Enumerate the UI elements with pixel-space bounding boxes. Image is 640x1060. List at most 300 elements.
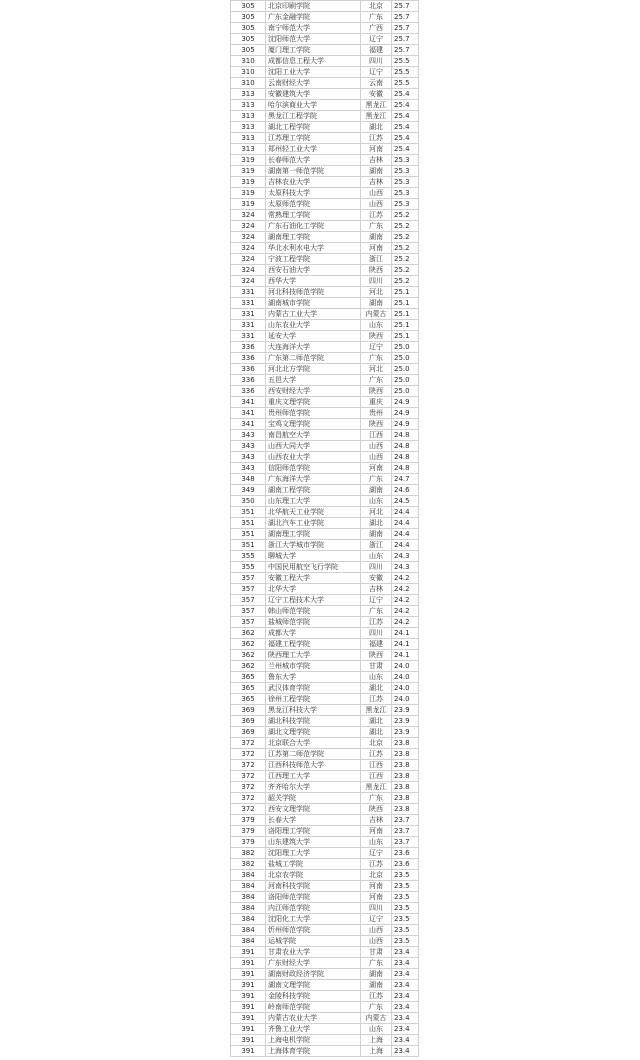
rank-cell: 391: [231, 1035, 266, 1046]
table-row: [231, 628, 419, 639]
province-cell: 黑龙江: [361, 705, 392, 716]
score-cell: 24.9: [392, 408, 419, 419]
name-cell: 兰州城市学院: [266, 661, 361, 672]
name-cell: 洛阳师范学院: [266, 892, 361, 903]
score-cell: 25.1: [392, 309, 419, 320]
name-cell: 江西科技师范大学: [266, 760, 361, 771]
province-cell: 福建: [361, 639, 392, 650]
rank-cell: 305: [231, 1, 266, 12]
table-row: [231, 518, 419, 529]
rank-cell: 372: [231, 793, 266, 804]
score-cell: 25.3: [392, 155, 419, 166]
score-cell: 25.2: [392, 232, 419, 243]
table-row: [231, 551, 419, 562]
score-cell: 24.1: [392, 639, 419, 650]
province-cell: 四川: [361, 628, 392, 639]
name-cell: 忻州师范学院: [266, 925, 361, 936]
rank-cell: 313: [231, 122, 266, 133]
province-cell: 湖南: [361, 969, 392, 980]
rank-cell: 384: [231, 903, 266, 914]
rank-cell: 313: [231, 100, 266, 111]
score-cell: 23.6: [392, 848, 419, 859]
province-cell: 山东: [361, 496, 392, 507]
score-cell: 25.4: [392, 100, 419, 111]
table-row: [231, 738, 419, 749]
rank-cell: 372: [231, 771, 266, 782]
rank-cell: 391: [231, 980, 266, 991]
name-cell: 黑龙江科技大学: [266, 705, 361, 716]
province-cell: 广东: [361, 958, 392, 969]
rank-cell: 357: [231, 573, 266, 584]
score-cell: 24.3: [392, 551, 419, 562]
rank-cell: 365: [231, 694, 266, 705]
table-row: [231, 507, 419, 518]
rank-cell: 391: [231, 958, 266, 969]
name-cell: 运城学院: [266, 936, 361, 947]
table-row: [231, 243, 419, 254]
table-row: [231, 144, 419, 155]
score-cell: 25.2: [392, 243, 419, 254]
province-cell: 广东: [361, 221, 392, 232]
table-row: [231, 793, 419, 804]
rank-cell: 357: [231, 584, 266, 595]
rank-cell: 331: [231, 331, 266, 342]
province-cell: 河南: [361, 144, 392, 155]
rank-cell: 331: [231, 309, 266, 320]
name-cell: 北京农学院: [266, 870, 361, 881]
score-cell: 24.0: [392, 661, 419, 672]
name-cell: 北京印刷学院: [266, 1, 361, 12]
name-cell: 上海电机学院: [266, 1035, 361, 1046]
table-row: [231, 221, 419, 232]
name-cell: 江苏理工学院: [266, 133, 361, 144]
score-cell: 23.8: [392, 771, 419, 782]
rank-cell: 357: [231, 595, 266, 606]
score-cell: 25.3: [392, 188, 419, 199]
rank-cell: 341: [231, 419, 266, 430]
name-cell: 太原科技大学: [266, 188, 361, 199]
score-cell: 23.4: [392, 958, 419, 969]
table-row: [231, 298, 419, 309]
name-cell: 南宁师范大学: [266, 23, 361, 34]
rank-cell: 331: [231, 320, 266, 331]
score-cell: 23.5: [392, 903, 419, 914]
province-cell: 湖南: [361, 232, 392, 243]
name-cell: 厦门理工学院: [266, 45, 361, 56]
rank-cell: 372: [231, 804, 266, 815]
table-row: [231, 1046, 419, 1057]
score-cell: 25.5: [392, 56, 419, 67]
name-cell: 重庆文理学院: [266, 397, 361, 408]
table-row: [231, 771, 419, 782]
rank-cell: 336: [231, 342, 266, 353]
rank-cell: 391: [231, 947, 266, 958]
table-row: [231, 914, 419, 925]
name-cell: 宝鸡文理学院: [266, 419, 361, 430]
name-cell: 河北北方学院: [266, 364, 361, 375]
province-cell: 上海: [361, 1046, 392, 1057]
ranking-table: [230, 0, 419, 1057]
province-cell: 湖北: [361, 518, 392, 529]
rank-cell: 365: [231, 672, 266, 683]
name-cell: 贵州师范学院: [266, 408, 361, 419]
table-row: [231, 573, 419, 584]
name-cell: 江西理工大学: [266, 771, 361, 782]
province-cell: 辽宁: [361, 595, 392, 606]
score-cell: 25.3: [392, 177, 419, 188]
name-cell: 湖北工程学院: [266, 122, 361, 133]
province-cell: 广东: [361, 375, 392, 386]
score-cell: 25.7: [392, 1, 419, 12]
name-cell: 南昌航空大学: [266, 430, 361, 441]
province-cell: 河南: [361, 881, 392, 892]
province-cell: 黑龙江: [361, 111, 392, 122]
province-cell: 山东: [361, 1024, 392, 1035]
table-row: [231, 331, 419, 342]
province-cell: 辽宁: [361, 342, 392, 353]
score-cell: 23.9: [392, 727, 419, 738]
table-row: [231, 452, 419, 463]
rank-cell: 324: [231, 221, 266, 232]
score-cell: 24.6: [392, 485, 419, 496]
table-row: [231, 991, 419, 1002]
name-cell: 成都大学: [266, 628, 361, 639]
table-row: [231, 232, 419, 243]
table-row: [231, 606, 419, 617]
score-cell: 25.2: [392, 276, 419, 287]
province-cell: 陕西: [361, 331, 392, 342]
table-row: [231, 408, 419, 419]
score-cell: 23.6: [392, 859, 419, 870]
rank-cell: 365: [231, 683, 266, 694]
rank-cell: 391: [231, 1013, 266, 1024]
province-cell: 湖南: [361, 298, 392, 309]
rank-cell: 348: [231, 474, 266, 485]
score-cell: 23.4: [392, 1046, 419, 1057]
table-row: [231, 100, 419, 111]
province-cell: 江西: [361, 430, 392, 441]
province-cell: 河南: [361, 463, 392, 474]
rank-cell: 341: [231, 408, 266, 419]
table-row: [231, 683, 419, 694]
province-cell: 广东: [361, 793, 392, 804]
rank-cell: 391: [231, 969, 266, 980]
name-cell: 沈阳工业大学: [266, 67, 361, 78]
name-cell: 黑龙江工程学院: [266, 111, 361, 122]
name-cell: 广东海洋大学: [266, 474, 361, 485]
table-row: [231, 617, 419, 628]
table-row: [231, 881, 419, 892]
score-cell: 23.4: [392, 980, 419, 991]
rank-cell: 384: [231, 925, 266, 936]
rank-cell: 331: [231, 287, 266, 298]
table-row: [231, 749, 419, 760]
rank-cell: 324: [231, 243, 266, 254]
name-cell: 金陵科技学院: [266, 991, 361, 1002]
table-row: [231, 595, 419, 606]
name-cell: 延安大学: [266, 331, 361, 342]
rank-cell: 324: [231, 265, 266, 276]
score-cell: 23.4: [392, 969, 419, 980]
score-cell: 25.4: [392, 89, 419, 100]
rank-cell: 310: [231, 67, 266, 78]
province-cell: 辽宁: [361, 914, 392, 925]
province-cell: 山东: [361, 837, 392, 848]
score-cell: 25.0: [392, 375, 419, 386]
score-cell: 23.9: [392, 705, 419, 716]
score-cell: 24.2: [392, 573, 419, 584]
rank-cell: 351: [231, 540, 266, 551]
rank-cell: 336: [231, 375, 266, 386]
name-cell: 河南科技学院: [266, 881, 361, 892]
name-cell: 云南财经大学: [266, 78, 361, 89]
province-cell: 江西: [361, 771, 392, 782]
name-cell: 沈阳师范大学: [266, 34, 361, 45]
table-row: [231, 1024, 419, 1035]
table-row: [231, 892, 419, 903]
province-cell: 河北: [361, 287, 392, 298]
rank-cell: 369: [231, 705, 266, 716]
score-cell: 24.2: [392, 595, 419, 606]
rank-cell: 324: [231, 254, 266, 265]
score-cell: 23.9: [392, 716, 419, 727]
province-cell: 四川: [361, 562, 392, 573]
score-cell: 24.5: [392, 496, 419, 507]
rank-cell: 310: [231, 56, 266, 67]
province-cell: 福建: [361, 45, 392, 56]
score-cell: 23.8: [392, 782, 419, 793]
name-cell: 内江师范学院: [266, 903, 361, 914]
score-cell: 23.5: [392, 925, 419, 936]
name-cell: 郑州轻工业大学: [266, 144, 361, 155]
score-cell: 25.4: [392, 111, 419, 122]
score-cell: 23.5: [392, 881, 419, 892]
table-row: [231, 848, 419, 859]
name-cell: 湖北汽车工业学院: [266, 518, 361, 529]
score-cell: 23.5: [392, 870, 419, 881]
table-row: [231, 540, 419, 551]
rank-cell: 336: [231, 353, 266, 364]
name-cell: 广东石油化工学院: [266, 221, 361, 232]
name-cell: 吉林农业大学: [266, 177, 361, 188]
province-cell: 吉林: [361, 177, 392, 188]
name-cell: 陕西理工大学: [266, 650, 361, 661]
table-row: [231, 177, 419, 188]
name-cell: 西安石油大学: [266, 265, 361, 276]
rank-cell: 372: [231, 782, 266, 793]
name-cell: 哈尔滨商业大学: [266, 100, 361, 111]
name-cell: 湖南理工学院: [266, 232, 361, 243]
rank-cell: 362: [231, 650, 266, 661]
rank-cell: 331: [231, 298, 266, 309]
province-cell: 山西: [361, 452, 392, 463]
name-cell: 上海体育学院: [266, 1046, 361, 1057]
rank-cell: 382: [231, 848, 266, 859]
ranking-table-body: [231, 1, 419, 1057]
table-row: [231, 925, 419, 936]
province-cell: 山西: [361, 188, 392, 199]
score-cell: 23.5: [392, 936, 419, 947]
rank-cell: 313: [231, 133, 266, 144]
table-row: [231, 474, 419, 485]
name-cell: 信阳师范学院: [266, 463, 361, 474]
table-row: [231, 529, 419, 540]
table-row: [231, 1035, 419, 1046]
table-row: [231, 45, 419, 56]
name-cell: 湖南文理学院: [266, 980, 361, 991]
rank-cell: 351: [231, 518, 266, 529]
table-row: [231, 485, 419, 496]
province-cell: 江苏: [361, 133, 392, 144]
score-cell: 24.0: [392, 694, 419, 705]
province-cell: 贵州: [361, 408, 392, 419]
score-cell: 23.8: [392, 749, 419, 760]
table-row: [231, 1002, 419, 1013]
name-cell: 西华大学: [266, 276, 361, 287]
table-row: [231, 166, 419, 177]
province-cell: 陕西: [361, 419, 392, 430]
province-cell: 湖北: [361, 727, 392, 738]
score-cell: 25.4: [392, 122, 419, 133]
score-cell: 23.4: [392, 1002, 419, 1013]
province-cell: 辽宁: [361, 848, 392, 859]
rank-cell: 313: [231, 144, 266, 155]
name-cell: 山西农业大学: [266, 452, 361, 463]
rank-cell: 382: [231, 859, 266, 870]
score-cell: 23.4: [392, 991, 419, 1002]
rank-cell: 357: [231, 606, 266, 617]
name-cell: 中国民用航空飞行学院: [266, 562, 361, 573]
name-cell: 宁波工程学院: [266, 254, 361, 265]
table-row: [231, 12, 419, 23]
score-cell: 25.1: [392, 320, 419, 331]
province-cell: 四川: [361, 276, 392, 287]
table-row: [231, 716, 419, 727]
rank-cell: 313: [231, 111, 266, 122]
table-row: [231, 804, 419, 815]
province-cell: 上海: [361, 1035, 392, 1046]
province-cell: 湖北: [361, 683, 392, 694]
rank-cell: 305: [231, 45, 266, 56]
province-cell: 安徽: [361, 89, 392, 100]
province-cell: 吉林: [361, 584, 392, 595]
name-cell: 成都信息工程大学: [266, 56, 361, 67]
rank-cell: 379: [231, 837, 266, 848]
rank-cell: 324: [231, 276, 266, 287]
province-cell: 广东: [361, 606, 392, 617]
rank-cell: 372: [231, 749, 266, 760]
rank-cell: 372: [231, 760, 266, 771]
table-row: [231, 89, 419, 100]
name-cell: 浙江大学城市学院: [266, 540, 361, 551]
score-cell: 24.1: [392, 628, 419, 639]
score-cell: 25.7: [392, 12, 419, 23]
province-cell: 湖南: [361, 166, 392, 177]
name-cell: 湖南第一师范学院: [266, 166, 361, 177]
score-cell: 23.4: [392, 947, 419, 958]
rank-cell: 319: [231, 177, 266, 188]
name-cell: 西安文理学院: [266, 804, 361, 815]
score-cell: 25.1: [392, 298, 419, 309]
score-cell: 24.1: [392, 650, 419, 661]
name-cell: 湖南城市学院: [266, 298, 361, 309]
table-row: [231, 947, 419, 958]
rank-cell: 362: [231, 661, 266, 672]
score-cell: 25.0: [392, 386, 419, 397]
rank-cell: 384: [231, 892, 266, 903]
name-cell: 河北科技师范学院: [266, 287, 361, 298]
score-cell: 23.4: [392, 1024, 419, 1035]
province-cell: 浙江: [361, 540, 392, 551]
province-cell: 重庆: [361, 397, 392, 408]
province-cell: 江苏: [361, 749, 392, 760]
province-cell: 广东: [361, 12, 392, 23]
province-cell: 河北: [361, 364, 392, 375]
rank-cell: 343: [231, 441, 266, 452]
rank-cell: 369: [231, 716, 266, 727]
score-cell: 24.0: [392, 683, 419, 694]
name-cell: 湖南理工学院: [266, 529, 361, 540]
table-row: [231, 188, 419, 199]
name-cell: 山东建筑大学: [266, 837, 361, 848]
name-cell: 内蒙古农业大学: [266, 1013, 361, 1024]
name-cell: 北华航天工业学院: [266, 507, 361, 518]
province-cell: 河南: [361, 892, 392, 903]
score-cell: 24.2: [392, 584, 419, 595]
score-cell: 23.8: [392, 738, 419, 749]
name-cell: 盐城师范学院: [266, 617, 361, 628]
name-cell: 鲁东大学: [266, 672, 361, 683]
province-cell: 山东: [361, 672, 392, 683]
province-cell: 江苏: [361, 991, 392, 1002]
name-cell: 安徽建筑大学: [266, 89, 361, 100]
table-row: [231, 903, 419, 914]
table-row: [231, 342, 419, 353]
province-cell: 山东: [361, 320, 392, 331]
table-row: [231, 936, 419, 947]
province-cell: 山西: [361, 199, 392, 210]
province-cell: 云南: [361, 78, 392, 89]
table-row: [231, 958, 419, 969]
score-cell: 25.3: [392, 199, 419, 210]
province-cell: 河南: [361, 826, 392, 837]
score-cell: 24.9: [392, 419, 419, 430]
table-row: [231, 969, 419, 980]
table-row: [231, 1013, 419, 1024]
score-cell: 25.2: [392, 265, 419, 276]
score-cell: 23.7: [392, 815, 419, 826]
table-row: [231, 353, 419, 364]
score-cell: 24.2: [392, 617, 419, 628]
table-row: [231, 584, 419, 595]
rank-cell: 362: [231, 628, 266, 639]
score-cell: 23.8: [392, 804, 419, 815]
rank-cell: 305: [231, 23, 266, 34]
table-row: [231, 980, 419, 991]
name-cell: 聊城大学: [266, 551, 361, 562]
table-row: [231, 694, 419, 705]
name-cell: 西安财经大学: [266, 386, 361, 397]
province-cell: 陕西: [361, 386, 392, 397]
score-cell: 23.8: [392, 793, 419, 804]
province-cell: 辽宁: [361, 34, 392, 45]
rank-cell: 384: [231, 914, 266, 925]
table-row: [231, 661, 419, 672]
score-cell: 24.4: [392, 507, 419, 518]
table-row: [231, 837, 419, 848]
province-cell: 山西: [361, 441, 392, 452]
rank-cell: 336: [231, 386, 266, 397]
